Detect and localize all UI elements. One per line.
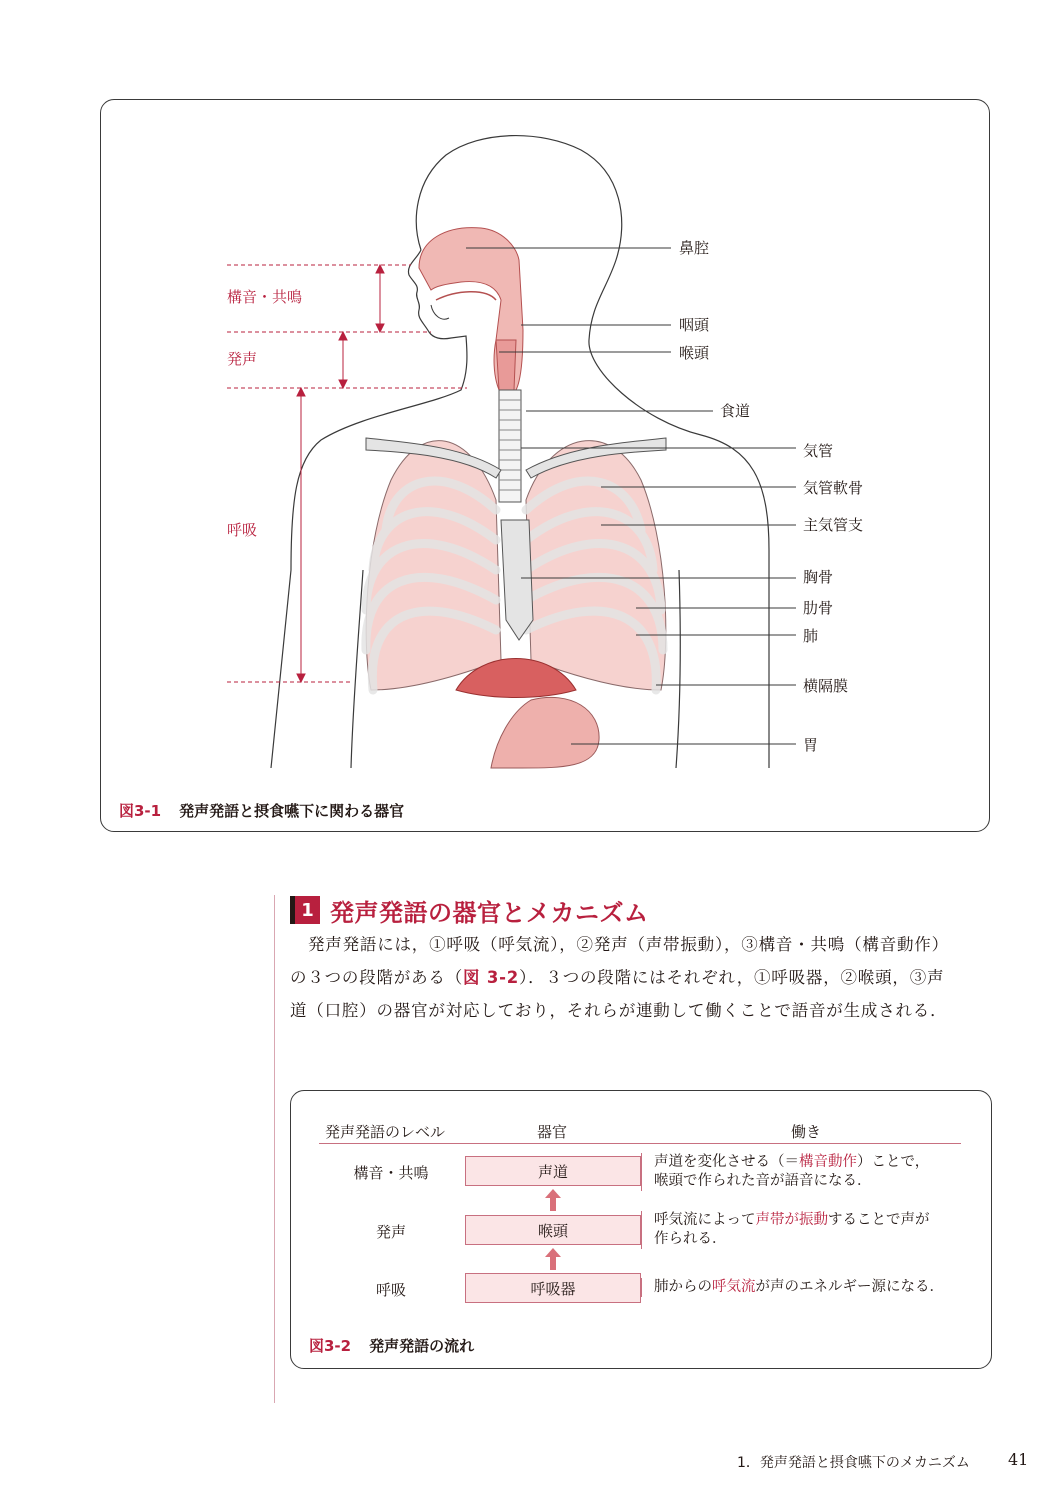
level-phonation: 発声 bbox=[375, 1223, 406, 1241]
body-line-2-b: ）．３つの段階にはそれぞれ，①呼吸器，②喉頭，③声 bbox=[519, 968, 945, 987]
function-text: が声のエネルギー源になる． bbox=[755, 1279, 944, 1295]
label-larynx: 喉頭 bbox=[679, 344, 710, 362]
label-tracheal-cartilage: 気管軟骨 bbox=[803, 479, 864, 497]
section-margin-rule bbox=[274, 895, 275, 1403]
anatomy-illustration bbox=[101, 100, 989, 831]
organ-respiratory: 呼吸器 bbox=[465, 1273, 641, 1303]
body-line-2 bbox=[290, 961, 990, 994]
label-stomach: 胃 bbox=[803, 736, 819, 754]
function-text: ）ことで， bbox=[857, 1154, 930, 1170]
function-text: 作られる． bbox=[654, 1231, 727, 1247]
function-text: することで声が bbox=[828, 1212, 930, 1228]
caption-number: 図3-2 bbox=[309, 1337, 352, 1355]
label-diaphragm: 横隔膜 bbox=[803, 677, 849, 695]
caption-number: 図3-1 bbox=[119, 802, 162, 820]
section-body-text bbox=[290, 928, 990, 1027]
body-line-1: 発声発語には，①呼吸（呼気流），②発声（声帯振動），③構音・共鳴（構音動作） bbox=[308, 935, 949, 954]
function-highlight: 呼気流 bbox=[712, 1279, 756, 1295]
up-arrow-icon bbox=[545, 1189, 561, 1211]
stage-phonation: 発声 bbox=[227, 350, 258, 368]
level-articulation: 構音・共鳴 bbox=[353, 1164, 429, 1182]
figure-3-2 bbox=[290, 1090, 992, 1369]
sternum bbox=[501, 520, 533, 640]
header-rule bbox=[319, 1143, 961, 1144]
label-main-bronchus: 主気管支 bbox=[803, 516, 864, 534]
upper-airway bbox=[419, 228, 523, 390]
label-lung: 肺 bbox=[803, 627, 819, 645]
stomach bbox=[491, 697, 599, 768]
function-text: 呼気流によって bbox=[654, 1212, 756, 1228]
label-rib: 肋骨 bbox=[803, 599, 834, 617]
function-respiration bbox=[641, 1278, 971, 1297]
page-number: 41 bbox=[1008, 1450, 1029, 1469]
function-text: 声道を変化させる（＝ bbox=[654, 1154, 799, 1170]
caption-title: 発声発語と摂食嚥下に関わる器官 bbox=[179, 802, 405, 820]
trachea bbox=[499, 390, 521, 502]
function-phonation bbox=[641, 1211, 971, 1249]
function-text: 喉頭で作られた音が語音になる． bbox=[654, 1173, 872, 1189]
stage-articulation: 構音・共鳴 bbox=[227, 288, 303, 306]
figure-3-2-caption bbox=[309, 1335, 474, 1356]
label-sternum: 胸骨 bbox=[803, 568, 834, 586]
body-line-3: 道（口腔）の器官が対応しており，それらが連動して働くことで語音が生成される． bbox=[290, 1001, 948, 1020]
up-arrow-icon bbox=[545, 1248, 561, 1270]
label-pharynx: 咽頭 bbox=[679, 316, 710, 334]
running-footer: 1．発声発語と摂食嚥下のメカニズム bbox=[737, 1455, 970, 1471]
label-nasal-cavity: 鼻腔 bbox=[679, 239, 710, 257]
header-organ: 器官 bbox=[537, 1123, 568, 1141]
stage-respiration: 呼吸 bbox=[227, 521, 258, 539]
caption-title: 発声発語の流れ bbox=[369, 1337, 475, 1355]
function-articulation bbox=[641, 1153, 971, 1191]
section-number-badge: 1 bbox=[290, 896, 320, 924]
figure-3-2-reference[interactable]: 図 3-2 bbox=[463, 968, 520, 987]
function-highlight: 構音動作 bbox=[799, 1154, 857, 1170]
label-trachea: 気管 bbox=[803, 442, 834, 460]
function-text: 肺からの bbox=[654, 1279, 712, 1295]
level-respiration: 呼吸 bbox=[375, 1281, 406, 1299]
body-line-2-a: の３つの段階がある（ bbox=[290, 968, 463, 987]
header-function: 働き bbox=[791, 1123, 822, 1141]
label-esophagus: 食道 bbox=[720, 402, 751, 420]
function-highlight: 声帯が振動 bbox=[755, 1212, 828, 1228]
figure-3-1 bbox=[100, 99, 990, 832]
organ-vocal-tract: 声道 bbox=[465, 1156, 641, 1186]
section-title: 発声発語の器官とメカニズム bbox=[330, 898, 649, 927]
section-heading bbox=[290, 895, 649, 925]
figure-3-1-caption bbox=[119, 800, 404, 821]
organ-larynx: 喉頭 bbox=[465, 1215, 641, 1245]
header-level: 発声発語のレベル bbox=[325, 1123, 446, 1141]
